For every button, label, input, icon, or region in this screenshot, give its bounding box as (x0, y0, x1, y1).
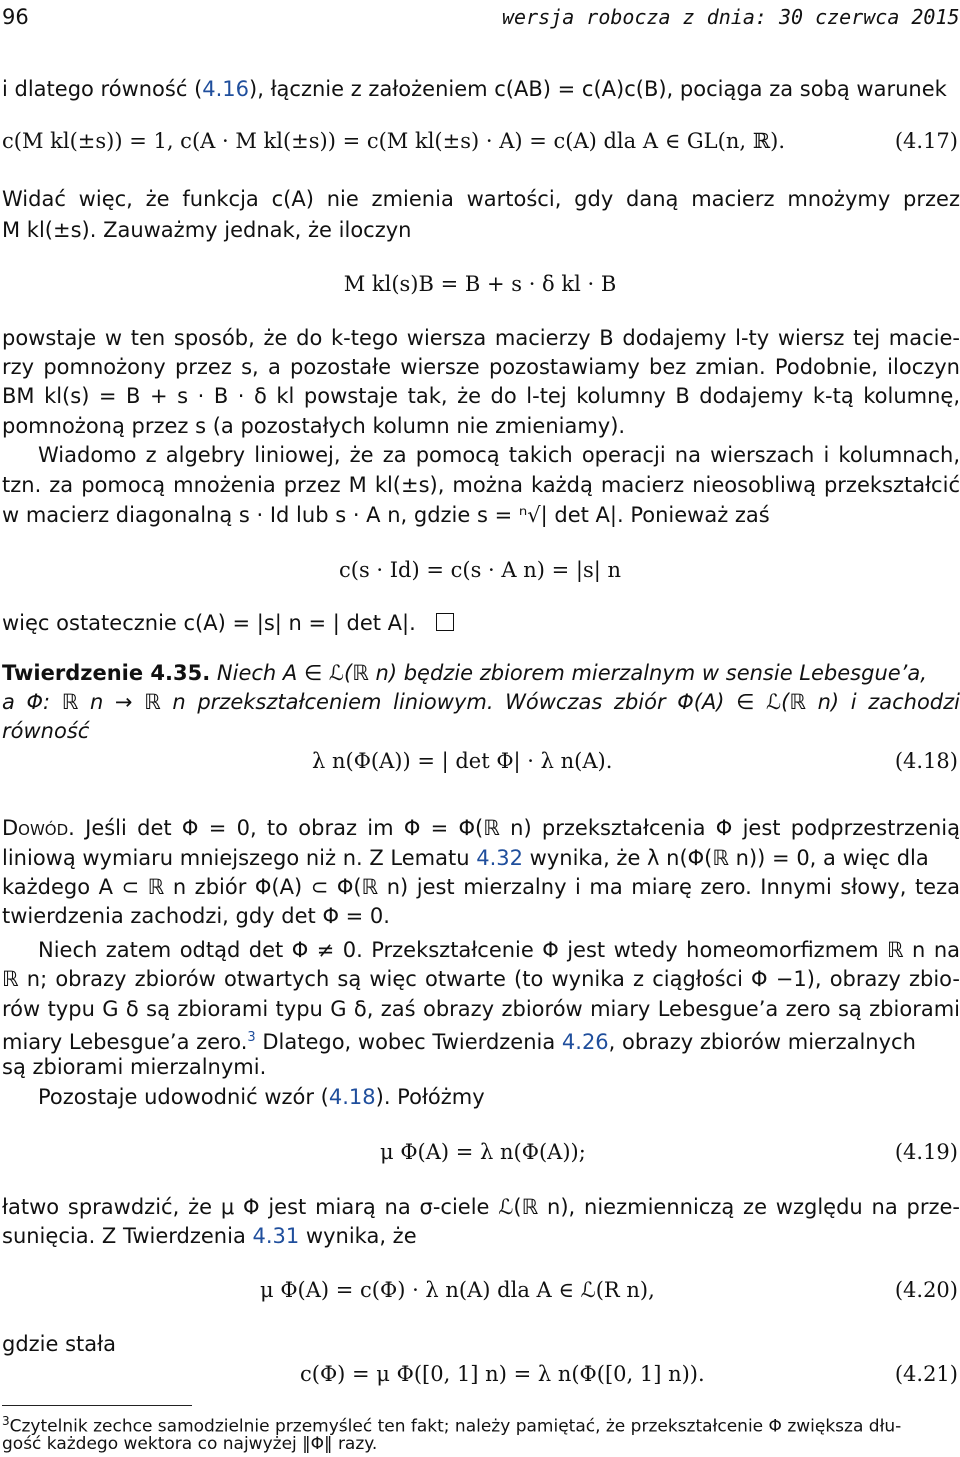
theorem-line: równość (2, 719, 90, 743)
footnote-link[interactable]: 3 (247, 1030, 256, 1045)
equation-cs: c(s · Id) = c(s · A n) = |s| n (338, 558, 622, 582)
draft-label: wersja robocza z dnia: 30 czerwca 2015 (502, 5, 960, 29)
theorem-line: Twierdzenie 4.35. Niech A ∈ ℒ(ℝ n) będzie zbiorem mierzalnym w sensie Lebesgue’a, (2, 661, 927, 685)
text-line: tzn. za pomocą mnożenia przez M kl(±s), można każdą macierz nieosobliwą przekształcić (2, 473, 960, 497)
proof-line: Niech zatem odtąd det Φ ≠ 0. Przekształcenie Φ jest wtedy homeomorfizmem ℝ n na (38, 938, 960, 962)
proof-line: liniową wymiaru mniejszego niż n. Z Lematu 4.32 wynika, że λ n(Φ(ℝ n)) = 0, a więc dla (2, 846, 929, 870)
footnote-line: $^3$Czytelnik zechce samodzielnie przemyśleć ten fakt; należy pamiętać, że przekształcenie Φ zwiększa dłu- (2, 1414, 902, 1437)
text-line: pomnożoną przez s (a pozostałych kolumn nie zmieniamy). (2, 414, 626, 438)
theorem-link[interactable]: 4.26 (561, 1030, 609, 1054)
lemma-link[interactable]: 4.32 (476, 846, 523, 870)
proof-line: miary Lebesgue’a zero.$^3$ Dlatego, wobec Twierdzenia 4.26, obrazy zbiorów mierzalnych (2, 1030, 916, 1054)
equation-number: (4.20) (894, 1278, 958, 1302)
proof-line: rów typu G δ są zbiorami typu G δ, zaś obrazy zbiorów miary Lebesgue’a zero są zbiorami (2, 997, 960, 1021)
proof-line: ℝ n; obrazy zbiorów otwartych są więc otwarte (to wynika z ciągłości Φ −1), obrazy zbio- (2, 967, 960, 991)
text-line: M kl(±s). Zauważmy jednak, że iloczyn (2, 218, 412, 242)
equation-number: (4.19) (894, 1140, 958, 1164)
equation-link[interactable]: 4.18 (328, 1085, 376, 1109)
text-line: i dlatego równość (4.16), łącznie z założeniem c(AB) = c(A)c(B), pociąga za sobą warunek (2, 77, 947, 101)
equation-number: (4.17) (894, 129, 958, 153)
theorem-line: a Φ: ℝ n → ℝ n przekształceniem liniowym. Wówczas zbiór Φ(A) ∈ ℒ(ℝ n) i zachodzi (2, 690, 960, 714)
text-line: rzy pomnożony przez s, a pozostałe wiersze pozostawiamy bez zmian. Podobnie, iloczyn (2, 355, 960, 379)
proof-line: gdzie stała (2, 1332, 116, 1356)
proof-line: każdego A ⊂ ℝ n zbiór Φ(A) ⊂ Φ(ℝ n) jest mierzalny i ma miarę zero. Innymi słowy, teza (2, 875, 960, 899)
theorem-link[interactable]: 4.31 (252, 1224, 300, 1248)
text-line: powstaje w ten sposób, że do k-tego wiersza macierzy B dodajemy l-ty wiersz tej macie- (2, 326, 960, 350)
page-number: 96 (2, 5, 29, 29)
proof-line: łatwo sprawdzić, że μ Φ jest miarą na σ-ciele ℒ(ℝ n), niezmienniczą ze względu na prze- (2, 1195, 960, 1219)
equation-number: (4.18) (894, 749, 958, 773)
text-line: więc ostatecznie c(A) = |s| n = | det A|. (2, 610, 960, 636)
qed-box-icon (436, 613, 454, 631)
equation-link[interactable]: 4.16 (202, 77, 250, 101)
proof-line: Dowód. Jeśli det Φ = 0, to obraz im Φ = Φ(ℝ n) przekształcenia Φ jest podprzestrzenią (2, 816, 960, 840)
equation-number: (4.21) (894, 1362, 958, 1386)
footnote-line: gość każdego wektora co najwyżej ‖Φ‖ razy. (2, 1434, 378, 1454)
text-line: w macierz diagonalną s · Id lub s · A n, gdzie s = ⁿ√| det A|. Ponieważ zaś (2, 503, 770, 527)
text-line: Wiadomo z algebry liniowej, że za pomocą takich operacji na wierszach i kolumnach, (38, 443, 960, 467)
proof-label: Dowód. (2, 816, 75, 840)
footnote-marker: 3 (2, 1414, 10, 1428)
equation-mkl: M kl(s)B = B + s · δ kl · B (343, 272, 617, 296)
proof-line: są zbiorami mierzalnymi. (2, 1055, 267, 1079)
proof-line: sunięcia. Z Twierdzenia 4.31 wynika, że (2, 1224, 417, 1248)
proof-line: twierdzenia zachodzi, gdy det Φ = 0. (2, 904, 390, 928)
proof-line: Pozostaje udowodnić wzór (4.18). Połóżmy (38, 1085, 485, 1109)
text-line: BM kl(s) = B + s · B · δ kl powstaje tak, że do l-tej kolumny B dodajemy k-tą kolumnę, (2, 384, 960, 408)
equation-4-17: c(M kl(±s)) = 1, c(A · M kl(±s)) = c(M kl(±s) · A) = c(A) dla A ∈ GL(n, ℝ). (4.17) (2, 129, 958, 153)
theorem-label: Twierdzenie 4.35. (2, 661, 211, 685)
text-line: Widać więc, że funkcja c(A) nie zmienia wartości, gdy daną macierz mnożymy przez (2, 187, 960, 211)
footnote-rule (2, 1405, 192, 1406)
page: 96 wersja robocza z dnia: 30 czerwca 2015 i dlatego równość (4.16), łącznie z założeniem c(AB) = c(A)c(B), pociąga za sobą warunek c(M kl(±s)) = 1, c(A · M kl(±s)) = c(M kl(±s) · A) = c(A) dla A ∈ GL(n, ℝ). (4.17) Widać więc, że funkcja c(A) nie zmienia wartości, gdy daną macierz mnożymy przez M kl(±s). Zauważmy jednak, że iloczyn M kl(s)B = B + s · δ kl · B powstaje w ten sposób, że do k-tego wiersza macierzy B dodajemy l-ty wiersz tej macie- rzy pomnożony przez s, a pozostałe wiersze pozostawiamy bez zmian. Podobnie, iloczyn BM kl(s) = B + s · B · δ kl powstaje tak, że do l-tej kolumny B dodajemy k-tą kolumnę, pomnożoną przez s (a pozostałych kolumn nie zmieniamy). Wiadomo z algebry liniowej, że za pomocą takich operacji na wierszach i kolumnach, tzn. za pomocą mnożenia przez M kl(±s), można każdą macierz nieosobliwą przekształcić w macierz diagonalną s · Id lub s · A n, gdzie s = ⁿ√| det A|. Ponieważ zaś c(s · Id) = c(s · A n) = |s| n więc ostatecznie c(A) = |s| n = | det A|. Twierdzenie 4.35. Niech A ∈ ℒ(ℝ n) będzie zbiorem mierzalnym w sensie Lebesgue’a, a Φ: ℝ n → ℝ n przekształceniem liniowym. Wówczas zbiór Φ(A) ∈ ℒ(ℝ n) i zachodzi równość λ n(Φ(A)) = | det Φ| · λ n(A). (4.18) Dowód. Jeśli det Φ = 0, to obraz im Φ = Φ(ℝ n) przekształcenia Φ jest podprzestrzenią liniową wymiaru mniejszego niż n. Z Lematu 4.32 wynika, że λ n(Φ(ℝ n)) = 0, a więc dla każdego A ⊂ ℝ n zbiór Φ(A) ⊂ Φ(ℝ n) jest mierzalny i ma miarę zero. Innymi słowy, teza twierdzenia zachodzi, gdy det Φ = 0. Niech zatem odtąd det Φ ≠ 0. Przekształcenie Φ jest wtedy homeomorfizmem ℝ n na ℝ n; obrazy zbiorów otwartych są więc otwarte (to wynika z ciągłości Φ −1), obrazy zbio- rów typu G δ są zbiorami typu G δ, zaś obrazy zbiorów miary Lebesgue’a zero są zbiorami miary Lebesgue’a zero.$^3$ Dlatego, wobec Twierdzenia 4.26, obrazy zbiorów mierzalnych są zbiorami mierzalnymi. Pozostaje udowodnić wzór (4.18). Połóżmy μ Φ(A) = λ n(Φ(A)); (4.19) łatwo sprawdzić, że μ Φ jest miarą na σ-ciele ℒ(ℝ n), niezmienniczą ze względu na prze- sunięcia. Z Twierdzenia 4.31 wynika, że μ Φ(A) = c(Φ) · λ n(A) dla A ∈ ℒ(R n), (4.20) gdzie stała c(Φ) = μ Φ([0, 1] n) = λ n(Φ([0, 1] n)). (4.21) $^3$Czytelnik zechce samodzielnie przemyśleć ten fakt; należy pamiętać, że przekształcenie Φ zwiększa dłu- gość każdego wektora co najwyżej ‖Φ‖ razy. (2, 5, 960, 1454)
